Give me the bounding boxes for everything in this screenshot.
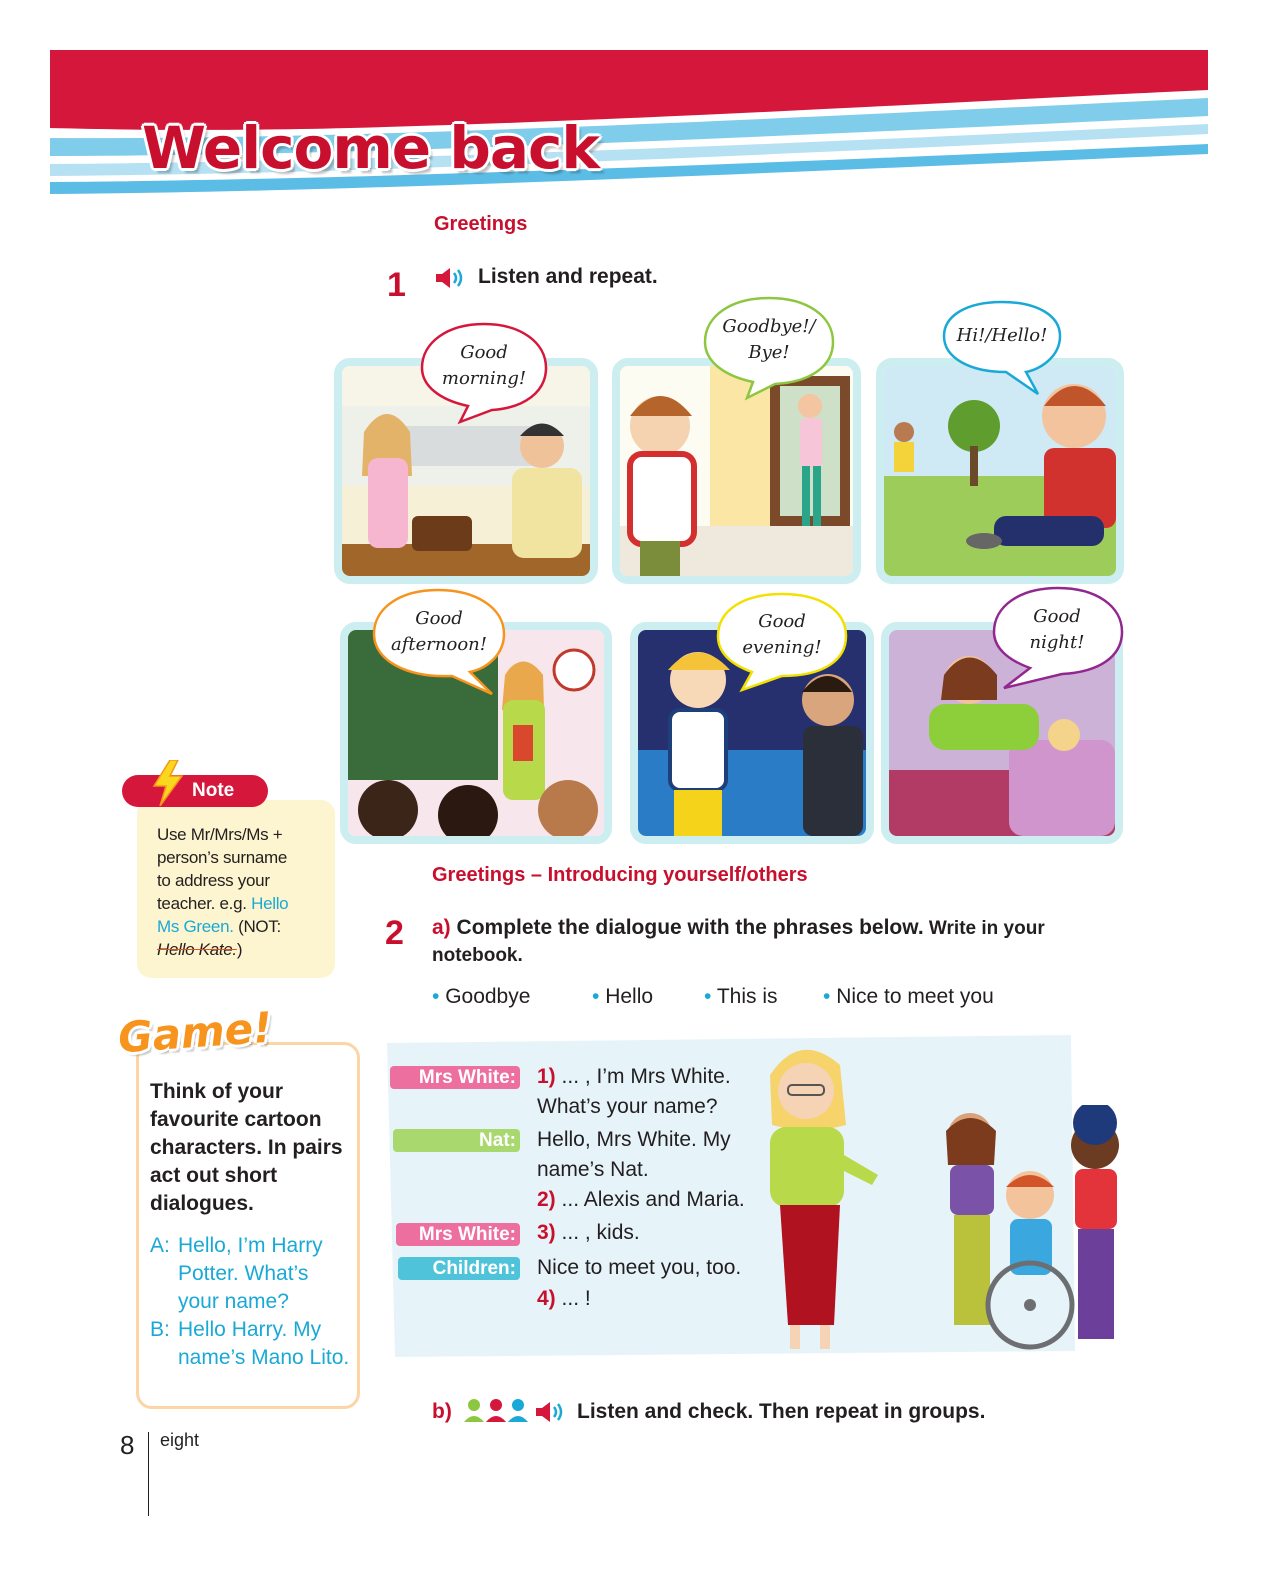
speech-bubble-good-night: Good night! [990,586,1124,690]
speaker-tag-children: Children: [398,1257,520,1280]
instruction-part-a: a) Complete the dialogue with the phrases below. Write in your [432,916,1045,939]
section-heading-introducing: Greetings – Introducing yourself/others [432,864,808,886]
dialogue-line: name’s Nat. [537,1158,649,1181]
part-b-label: b) [432,1400,452,1423]
game-instruction: Think of your favourite cartoon characters. In pairs act out short dialogues. [150,1080,343,1215]
dialogue-line: Nice to meet you, too. [537,1256,742,1279]
note-text: Use Mr/Mrs/Ms + person’s surname to address your teacher. e.g. Hello Ms Green. (NOT: Hello Kate.) [157,825,289,959]
lightning-bolt-icon [150,760,186,806]
group-work-icon [462,1398,530,1424]
section-heading-greetings: Greetings [434,213,528,235]
instruction-part-a-line2: notebook. [432,945,523,966]
speaker-tag-mrs-white: Mrs White: [390,1066,520,1089]
speech-bubble-hi-hello: Hi!/Hello! [942,300,1062,396]
phrase-this-is: • This is [704,985,778,1008]
game-example-dialog: A: Hello, I’m Harry Potter. What’s your name? B: Hello Harry. My name’s Mano Lito. [150,1234,350,1369]
teacher-illustration [750,1035,890,1355]
audio-speaker-icon[interactable] [434,266,466,290]
page-title: Welcome back [142,114,599,182]
page-number-word: eight [160,1430,200,1450]
dialogue-line: Hello, Mrs White. My [537,1128,731,1151]
instruction-part-b: Listen and check. Then repeat in groups. [577,1400,986,1423]
dialogue-line: 3) ... , kids. [537,1221,640,1244]
page-number: 8 [120,1430,135,1460]
header-banner [50,50,1208,200]
children-illustration [930,1105,1140,1360]
phrase-hello: • Hello [592,985,654,1008]
instruction-listen-repeat: Listen and repeat. [478,265,658,288]
exercise-number-1: 1 [387,266,406,304]
phrase-nice-to-meet-you: • Nice to meet you [823,985,994,1008]
dialogue-line: 2) ... Alexis and Maria. [537,1188,745,1211]
speaker-tag-mrs-white: Mrs White: [396,1223,520,1246]
footer-divider [148,1432,149,1516]
dialogue-line: What’s your name? [537,1095,718,1118]
exercise-number-2: 2 [385,914,404,952]
speaker-tag-nat: Nat: [393,1129,520,1152]
speech-bubble-good-afternoon: Good afternoon! [372,588,506,696]
dialogue-line: 1) ... , I’m Mrs White. [537,1065,731,1088]
speech-bubble-good-evening: Good evening! [716,592,848,692]
speech-bubble-good-morning: Good morning! [420,322,548,424]
game-title: Game! [116,1002,274,1063]
phrase-goodbye: • Goodbye [432,985,531,1008]
note-label: Note [192,780,235,801]
speech-bubble-goodbye: Goodbye!/ Bye! [703,296,835,400]
dialogue-line: 4) ... ! [537,1287,591,1310]
audio-speaker-icon[interactable] [534,1400,566,1424]
